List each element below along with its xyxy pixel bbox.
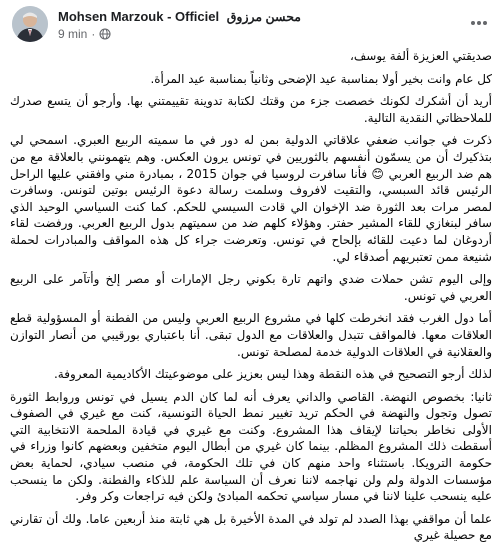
post-paragraph: ثانيا: بخصوص النهضة. القاصي والداني يعرف أنه لما كان الدم يسيل في تونس وروابط الثورة تصول وتجول والنهضة في الحكم تريد تغيير نمط الحياة التونسية، كنت مع غيري في الصفوف الأولى نخاطر بحياتنا لإيقاف هذا المشروع. وكنت مع غيري في قيادة الملحمة الانتخابية التي أسقطت ذلك المشروع المظلم. بينما كان غيري من أبطال اليوم متخفين وبعضهم كانوا وزراء في حكومة الترويكا. باستثناء واحد منهم كان في تلك الحكومة، في منصب سيادي، لحماية بعض مؤسسات الدولة ولم ولن نهاجمه لاننا نعرف أن السياسة علم للذكاء والفطنة. ولكن ما ينسحب عليه ينسحب علينا لاننا في مسار سياسي تحكمه المبادئ ولكن فيه تراجعات وكر وفر. [10, 389, 492, 504]
post-meta [58, 27, 111, 41]
author-name-latin[interactable]: Mohsen Marzouk - Officiel [58, 9, 220, 24]
post-paragraph: أما دول الغرب فقد انخرطت كلها في مشروع الربيع العربي وليس من الفطنة أو المسؤولية قطع العلاقات معها. فالمواقف تتبدل والعلاقات مع الدول تبقى. أنا باعتباري بورقيبي من أنصار التوازن والعقلانية في العلاقات الدولية خدمة لمصلحة تونس. [10, 311, 492, 359]
author-name[interactable] [58, 9, 301, 24]
post-timestamp[interactable]: 9 min [58, 27, 88, 41]
avatar-portrait-icon [12, 6, 48, 42]
author-avatar[interactable] [12, 6, 48, 42]
author-name-arabic[interactable]: محسن مرزوق [226, 10, 301, 24]
globe-icon[interactable] [99, 28, 111, 40]
post-paragraph: علما أن مواقفي بهذا الصدد لم تولد في المدة الأخيرة بل هي ثابتة منذ أربعين عاما. ولك أن تقارني مع حصيلة غيري [10, 511, 492, 543]
post-paragraph: كل عام وانت بخير أولا بمناسبة عيد الإضحى وثانياً بمناسبة عيد المرأة. [150, 71, 492, 86]
post-paragraph: وإلى اليوم تشن حملات ضدي واتهم تارة بكوني رجل الإمارات أو مصر إلخ وأتآمر على الربيع العربي في تونس. [10, 272, 492, 303]
post-paragraph: لذلك أرجو التصحيح في هذه النقطة وهذا ليس بعزيز على موضوعيتك الأكاديمية المعروفة. [53, 367, 492, 382]
post-body [10, 48, 492, 543]
post-paragraph: ذكرت في جوانب ضعفي علاقاتي الدولية بمن له دور في ما سميته الربيع العبري. اسمحي لي بتذكيرك أن من يسمّون أنفسهم بالثوريين في تونس يرون العكس. وهم يتهمونني بالعلاقة مع من هم ضد الربيع العربي 😊 فأنا سافرت لروسيا في جوان 2015 ، بمبادرة مني وافقني عليها الراحل الرئيس قائد السبسي، والتقيت لافروف وسلمت رسالة دعوة الرئيس بوتين لتونس. وسافرت لمصر مرات بعد الثورة ضد الإخوان الي قادت السيسي للحكم. كما كنت السياسي الوحيد الذي سافر لبنغازي للقاء المشير حفتر. وهؤلاء كلهم ضد من سميتهم بدول الربيع العربي. ورفضت لقاء أردوغان لما دعيت للقائه بإلحاح في تونس. وتعرضت جراء كل هذه المواقف والمبادرات لحملة شنيعة ممن تعتبريهم أصدقاء لي. [10, 133, 492, 264]
more-options-icon[interactable] [470, 10, 488, 31]
meta-separator: · [91, 27, 96, 41]
post-paragraph: أريد أن أشكرك لكونك خصصت جزء من وقتك لكتابة تدوينة تقييمتني بها. وأرجو أن يتسع صدرك للملاحظاتي النقدية التالية. [10, 94, 492, 125]
post-paragraph: صديقتي العزيزة ألفة يوسف، [350, 49, 492, 63]
post-header [12, 6, 492, 42]
